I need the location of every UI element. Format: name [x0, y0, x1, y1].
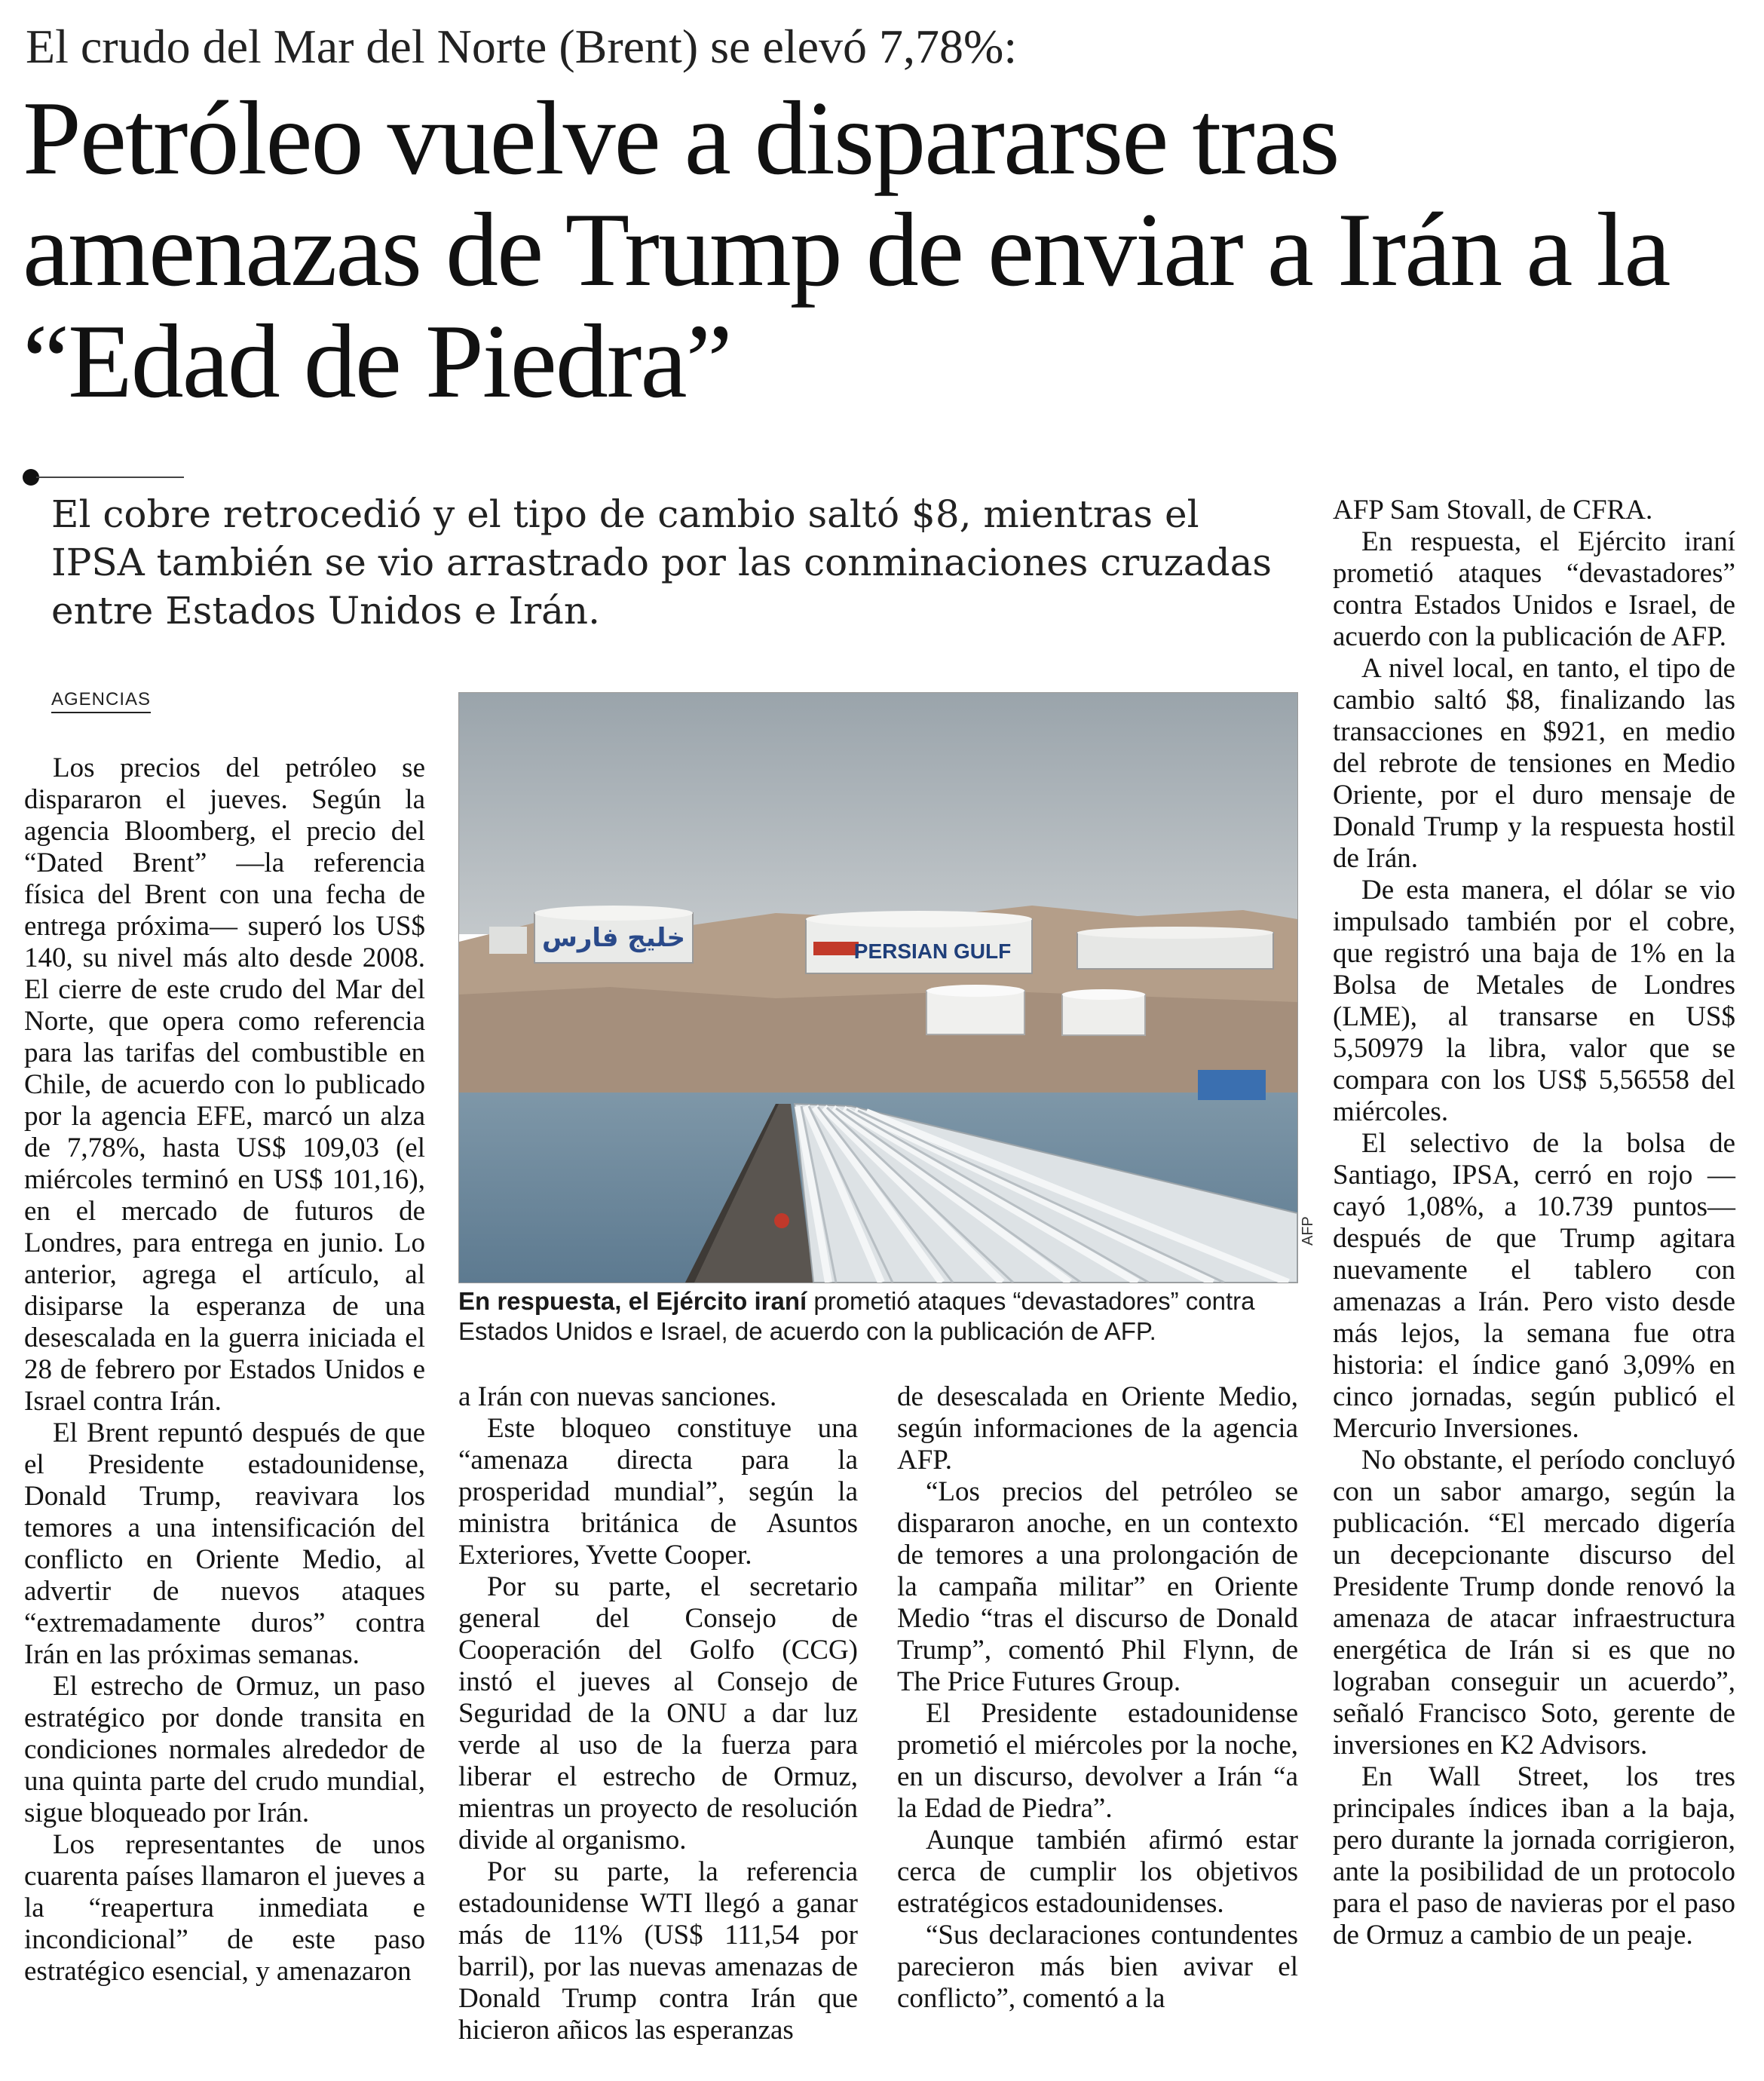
paragraph: AFP Sam Stovall, de CFRA.	[1333, 495, 1653, 526]
paragraph: En Wall Street, los tres principales índices iban a la baja, pero durante la jornada corrigieron, ante la posibilidad de un protocolo para el paso de navieras por el paso de Ormuz a cambio de un peaje.	[1333, 1761, 1735, 1951]
paragraph: Los precios del petróleo se dispararon el jueves. Según la agencia Bloomberg, el precio del “Dated Brent” —la referencia física del Brent con una fecha de entrega próxima— superó los US$ 140, su nivel más alto desde 2008. El cierre de este crudo del Mar del Norte, que opera como referencia para las tarifas del combustible en Chile, de acuerdo con lo publicado por la agencia EFE, marcó un alza de 7,78%, hasta US$ 109,03 (el miércoles terminó en US$ 101,16), en el mercado de futuros de Londres, para entrega en junio. Lo anterior, agrega el artículo, al disiparse la esperanza de una desescalada en la guerra iniciada el 28 de febrero por Estados Unidos e Israel contra Irán.	[24, 752, 425, 1417]
headline: Petróleo vuelve a dispararse tras amenazas de Trump de enviar a Irán a la “Edad de Piedra”	[23, 80, 1670, 420]
paragraph: El Presidente estadounidense prometió el miércoles por la noche, en un discurso, devolver a Irán “a la Edad de Piedra”.	[897, 1698, 1298, 1824]
paragraph: “Sus declaraciones contundentes parecieron más bien avivar el conflicto”, comentó a la	[897, 1920, 1298, 2014]
paragraph: Los representantes de unos cuarenta países llamaron el jueves a la “reapertura inmediata e incondicional” de este paso estratégico esencial, y amenazaron	[24, 1829, 425, 1987]
paragraph: Aunque también afirmó estar cerca de cumplir los objetivos estratégicos estadounidenses.	[897, 1825, 1298, 1919]
paragraph: El estrecho de Ormuz, un paso estratégico por donde transita en condiciones normales alrededor de una quinta parte del crudo mundial, sigue bloqueado por Irán.	[24, 1671, 425, 1828]
column-2	[458, 1381, 858, 2046]
paragraph: de desescalada en Oriente Medio, según informaciones de la agencia AFP.	[897, 1381, 1298, 1476]
paragraph: En respuesta, el Ejército iraní prometió ataques “devastadores” contra Estados Unidos e Israel, de acuerdo con la publicación de AFP.	[1333, 526, 1735, 652]
paragraph: El selectivo de la bolsa de Santiago, IPSA, cerró en rojo —cayó 1,08%, a 10.739 puntos— después de que Trump agitara nuevamente el tablero con amenazas a Irán. Pero visto desde más lejos, la semana fue otra historia: el índice ganó 3,09% en cinco jornadas, según publicó el Mercurio Inversiones.	[1333, 1128, 1735, 1444]
paragraph: A nivel local, en tanto, el tipo de cambio saltó $8, finalizando las transacciones en $921, en medio del rebrote de tensiones en Medio Oriente, por el duro mensaje de Donald Trump y la respuesta hostil de Irán.	[1333, 653, 1735, 874]
caption-text: prometió ataques “devastadores” contra Estados Unidos e Israel, de acuerdo con la publicación de AFP.	[458, 1287, 1255, 1345]
paragraph: No obstante, el período concluyó con un sabor amargo, según la publicación. “El mercado digería un decepcionante discurso del Presidente Trump donde renovó la amenaza de atacar infraestructura energética de Irán si es que no lograban conseguir un acuerdo”, señaló Francisco Soto, gerente de inversiones en K2 Advisors.	[1333, 1445, 1735, 1761]
kicker: El crudo del Mar del Norte (Brent) se elevó 7,78%:	[26, 20, 1018, 73]
column-3	[897, 1381, 1298, 2015]
news-photo	[458, 692, 1298, 1283]
tank-sign-arabic: خليج فارس	[541, 923, 686, 953]
photo-credit: AFP	[1300, 1216, 1316, 1246]
photo-caption	[458, 1286, 1298, 1347]
paragraph: a Irán con nuevas sanciones.	[458, 1381, 777, 1412]
tank-sign-english: PERSIAN GULF	[853, 939, 1012, 963]
paragraph: Por su parte, la referencia estadounidense WTI llegó a ganar más de 11% (US$ 111,54 por barril), por las nuevas amenazas de Donald Trump contra Irán que hicieron añicos las esperanzas	[458, 1856, 858, 2046]
paragraph: Este bloqueo constituye una “amenaza directa para la prosperidad mundial”, según la ministra británica de Asuntos Exteriores, Yvette Cooper.	[458, 1413, 858, 1571]
paragraph: El Brent repuntó después de que el Presidente estadounidense, Donald Trump, reavivara los temores a una intensificación del conflicto en Oriente Medio, al advertir de nuevos ataques “extremadamente duros” contra Irán en las próximas semanas.	[24, 1417, 425, 1670]
paragraph: “Los precios del petróleo se dispararon anoche, en un contexto de temores a una prolongación de la campaña militar” en Oriente Medio “tras el discurso de Donald Trump”, comentó Phil Flynn, de The Price Futures Group.	[897, 1476, 1298, 1697]
section-rule-line	[36, 477, 184, 478]
paragraph: Por su parte, el secretario general del Consejo de Cooperación del Golfo (CCG) instó el jueves al Consejo de Seguridad de la ONU a dar luz verde al uso de la fuerza para liberar el estrecho de Ormuz, mientras un proyecto de resolución divide al organismo.	[458, 1571, 858, 1856]
byline: AGENCIAS	[51, 689, 151, 713]
caption-lead: En respuesta, el Ejército iraní	[458, 1287, 807, 1315]
column-1	[24, 752, 425, 1988]
paragraph: De esta manera, el dólar se vio impulsado también por el cobre, que registró una baja de 1% en la Bolsa de Metales de Londres (LME), al transarse en US$ 5,50979 la libra, valor que se compara con los US$ 5,56558 del miércoles.	[1333, 875, 1735, 1127]
column-4	[1333, 495, 1735, 1951]
deck: El cobre retrocedió y el tipo de cambio saltó $8, mientras el IPSA también se vio arrastrado por las conminaciones cruzadas entre Estados Unidos e Irán.	[51, 492, 1272, 633]
